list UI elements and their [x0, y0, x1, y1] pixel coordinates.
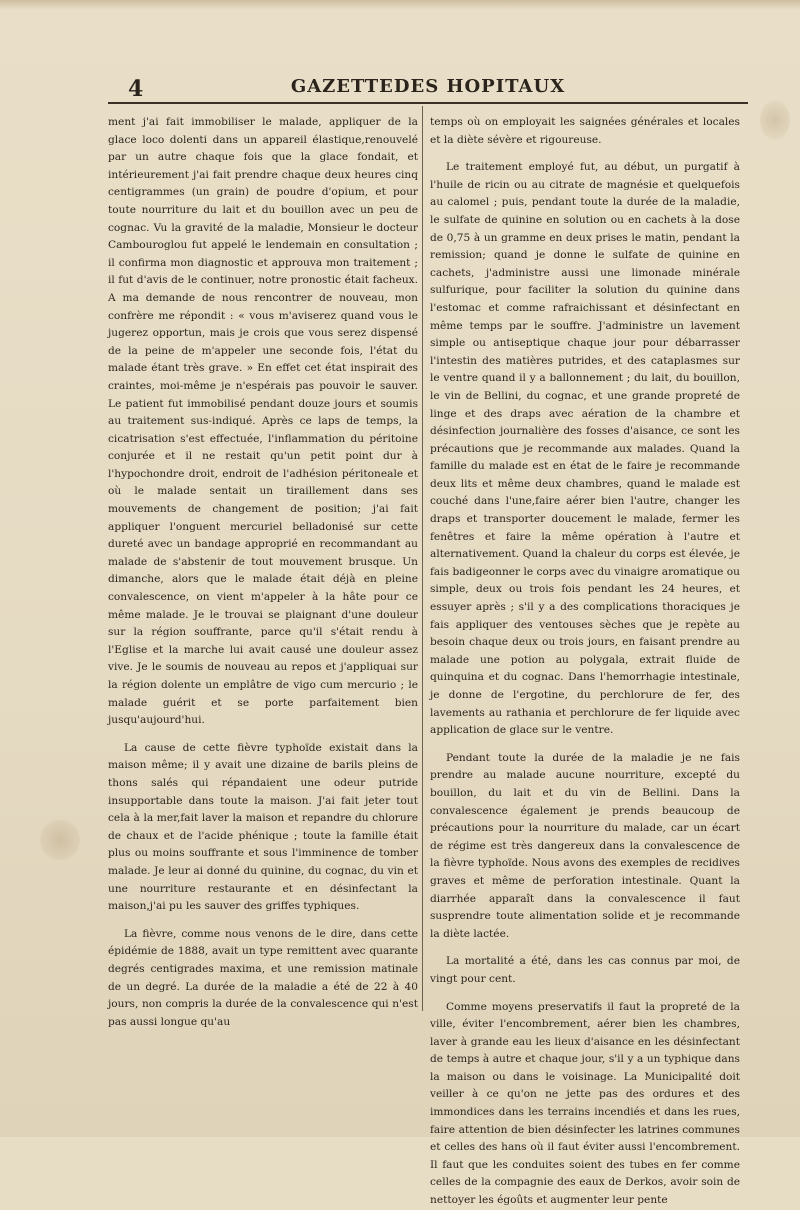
paragraph: Comme moyens preservatifs il faut la propreté de la ville, éviter l'encombrement, aérer bien les chambres, laver à grande eau les lieux d'aisance en les désinfectant de temps à autre et chaque jour, s'il y a un typhique dans la maison ou dans le voisinage. La Municipalité doit veiller à ce qu'on ne jette pas des ordures et des immondices dans les terrains incendiés et dans les rues, faire attention de bien désinfecter les latrines communes et celles des hans où il faut éviter aussi l'encombrement. Il faut que les conduites soient des tubes en fer comme celles de la compagnie des eaux de Derkos, avoir soin de nettoyer les égoûts et augmenter leur pente	[430, 1000, 740, 1207]
page-header	[108, 70, 748, 104]
paragraph: Le traitement employé fut, au début, un purgatif à l'huile de ricin ou au citrate de magnésie et quelquefois au calomel ; puis, pendant toute la durée de la maladie, le sulfate de quinine en solution ou en cachets à la dose de 0,75 à un gramme en deux prises le matin, pendant la remission; quand je donne le sulfate de quinine en cachets, j'administre aussi une limonade minérale sulfurique, pour faciliter la solution du quinine dans l'estomac et comme rafraichissant et désinfectant en même temps par le souffre. J'administre un lavement simple ou antiseptique chaque jour pour débarrasser l'intestin des matières putrides, et des cataplasmes sur le ventre quand il y a ballonnement ; du lait, du bouillon, le vin de Bellini, du cognac, et une grande propreté de linge et des draps avec aération de la chambre et désinfection journalière des fosses d'aisance, ce sont les précautions que je recommande aux malades. Quand la famille du malade est en état de le faire je recommande deux lits et même deux chambres, quand le malade est couché dans l'une,faire aérer bien l'autre, changer les draps et transporter doucement le malade, fermer les fenêtres et faire la même opération à l'autre et alternativement. Quand la chaleur du corps est élevée, je fais badigeonner le corps avec du vinaigre aromatique ou simple, deux ou trois fois pendant les 24 heures, et essuyer après ; s'il y a des complications thoraciques je fais appliquer des ventouses sèches que je repète au besoin chaque deux ou trois jours, en faisant prendre au malade une potion au polygala, extrait fluide de quinquina et du cognac. Dans l'hemorrhagie intestinale, je donne de l'ergotine, du perchlorure de fer, des lavements au rathania et perchlorure de fer liquide avec application de glace sur le ventre.	[430, 161, 740, 737]
column-divider	[422, 106, 423, 1011]
paper-stain	[760, 100, 790, 140]
paragraph: La cause de cette fièvre typhoïde existait dans la maison même; il y avait une dizaine de barils pleins de thons salés qui répandaient une odeur putride insupportable dans toute la maison. J'ai fait jeter tout cela à la mer,fait laver la maison et repandre du chlorure de chaux et de l'acide phénique ; toute la famille était plus ou moins souffrante et sous l'imminence de tomber malade. Je leur ai donné du quinine, du cognac, du vin et une nourriture restaurante et en désinfectant la maison,j'ai pu les sauver des griffes typhiques.	[108, 741, 418, 913]
paper-stain	[40, 820, 80, 860]
left-column	[108, 114, 418, 1028]
header-rule	[108, 102, 748, 104]
paragraph: La fièvre, comme nous venons de le dire, dans cette épidémie de 1888, avait un type remittent avec quarante degrés centigrades maxima, et une remission matinale de un degré. La durée de la maladie a été de 22 à 40 jours, non compris la durée de la convalescence qui n'est pas aussi longue qu'au	[108, 927, 418, 1028]
page-top-edge	[0, 0, 800, 10]
paragraph: ment j'ai fait immobiliser le malade, appliquer de la glace loco dolenti dans un appareil élastique,renouvelé par un autre chaque fois que la glace fondait, et intérieurement j'ai fait prendre chaque deux heures cinq centigrammes (un grain) de poudre d'opium, et pour toute nourriture du lait et du bouillon avec un peu de cognac. Vu la gravité de la maladie, Monsieur le docteur Cambouroglou fut appelé le lendemain en consultation ; il confirma mon diagnostic et approuva mon traitement ; il fut d'avis de le continuer, notre pronostic était facheux. A ma demande de nous rencontrer de nouveau, mon confrère me répondit : « vous m'aviserez quand vous le jugerez opportun, mais je crois que vous serez dispensé de la peine de m'appeler une seconde fois, l'état du malade étant très grave. » En effet cet état inspirait des craintes, moi-même je n'espérais pas pouvoir le sauver. Le patient fut immobilisé pendant douze jours et soumis au traitement sus-indiqué. Après ce laps de temps, la cicatrisation s'est effectuée, l'inflammation du péritoine conjurée et il ne restait qu'un petit point dur à l'hypochondre droit, endroit de l'adhésion péritoneale et où le malade sentait un tiraillement dans ses mouvements de changement de position; j'ai fait appliquer l'onguent mercuriel belladonisé sur cette dureté avec un bandage approprié en recommandant au malade de s'abstenir de tout mouvement brusque. Un dimanche, alors que le malade était déjà en pleine convalescence, on vient m'appeler à la hâte pour ce même malade. Je le trouvai se plaignant d'une douleur sur la région souffrante, parce qu'il s'était rendu à l'Eglise et la marche lui avait causé une douleur assez vive. Je le soumis de nouveau au repos et j'appliquai sur la région dolente un emplâtre de vigo cum mercurio ; le malade guérit et se porte parfaitement bien jusqu'aujourd'hui.	[108, 116, 418, 727]
right-column	[430, 114, 740, 1207]
page-number: 4	[128, 76, 144, 102]
paragraph: temps où on employait les saignées générales et locales et la diète sévère et rigoureuse.	[430, 116, 740, 146]
paragraph: Pendant toute la durée de la maladie je ne fais prendre au malade aucune nourriture, excepté du bouillon, du lait et du vin de Bellini. Dans la convalescence également je prends beaucoup de précautions pour la nourriture du malade, car un écart de régime est très dangereux dans la convalescence de la fièvre typhoïde. Nous avons des exemples de recidives graves et même de perforation intestinale. Quant la diarrhée apparaît dans la convalescence il faut susprendre toute alimentation solide et je recommande la diète lactée.	[430, 751, 740, 940]
journal-title: GAZETTEDES HOPITAUX	[290, 76, 566, 97]
paragraph: La mortalité a été, dans les cas connus par moi, de vingt pour cent.	[430, 955, 740, 985]
